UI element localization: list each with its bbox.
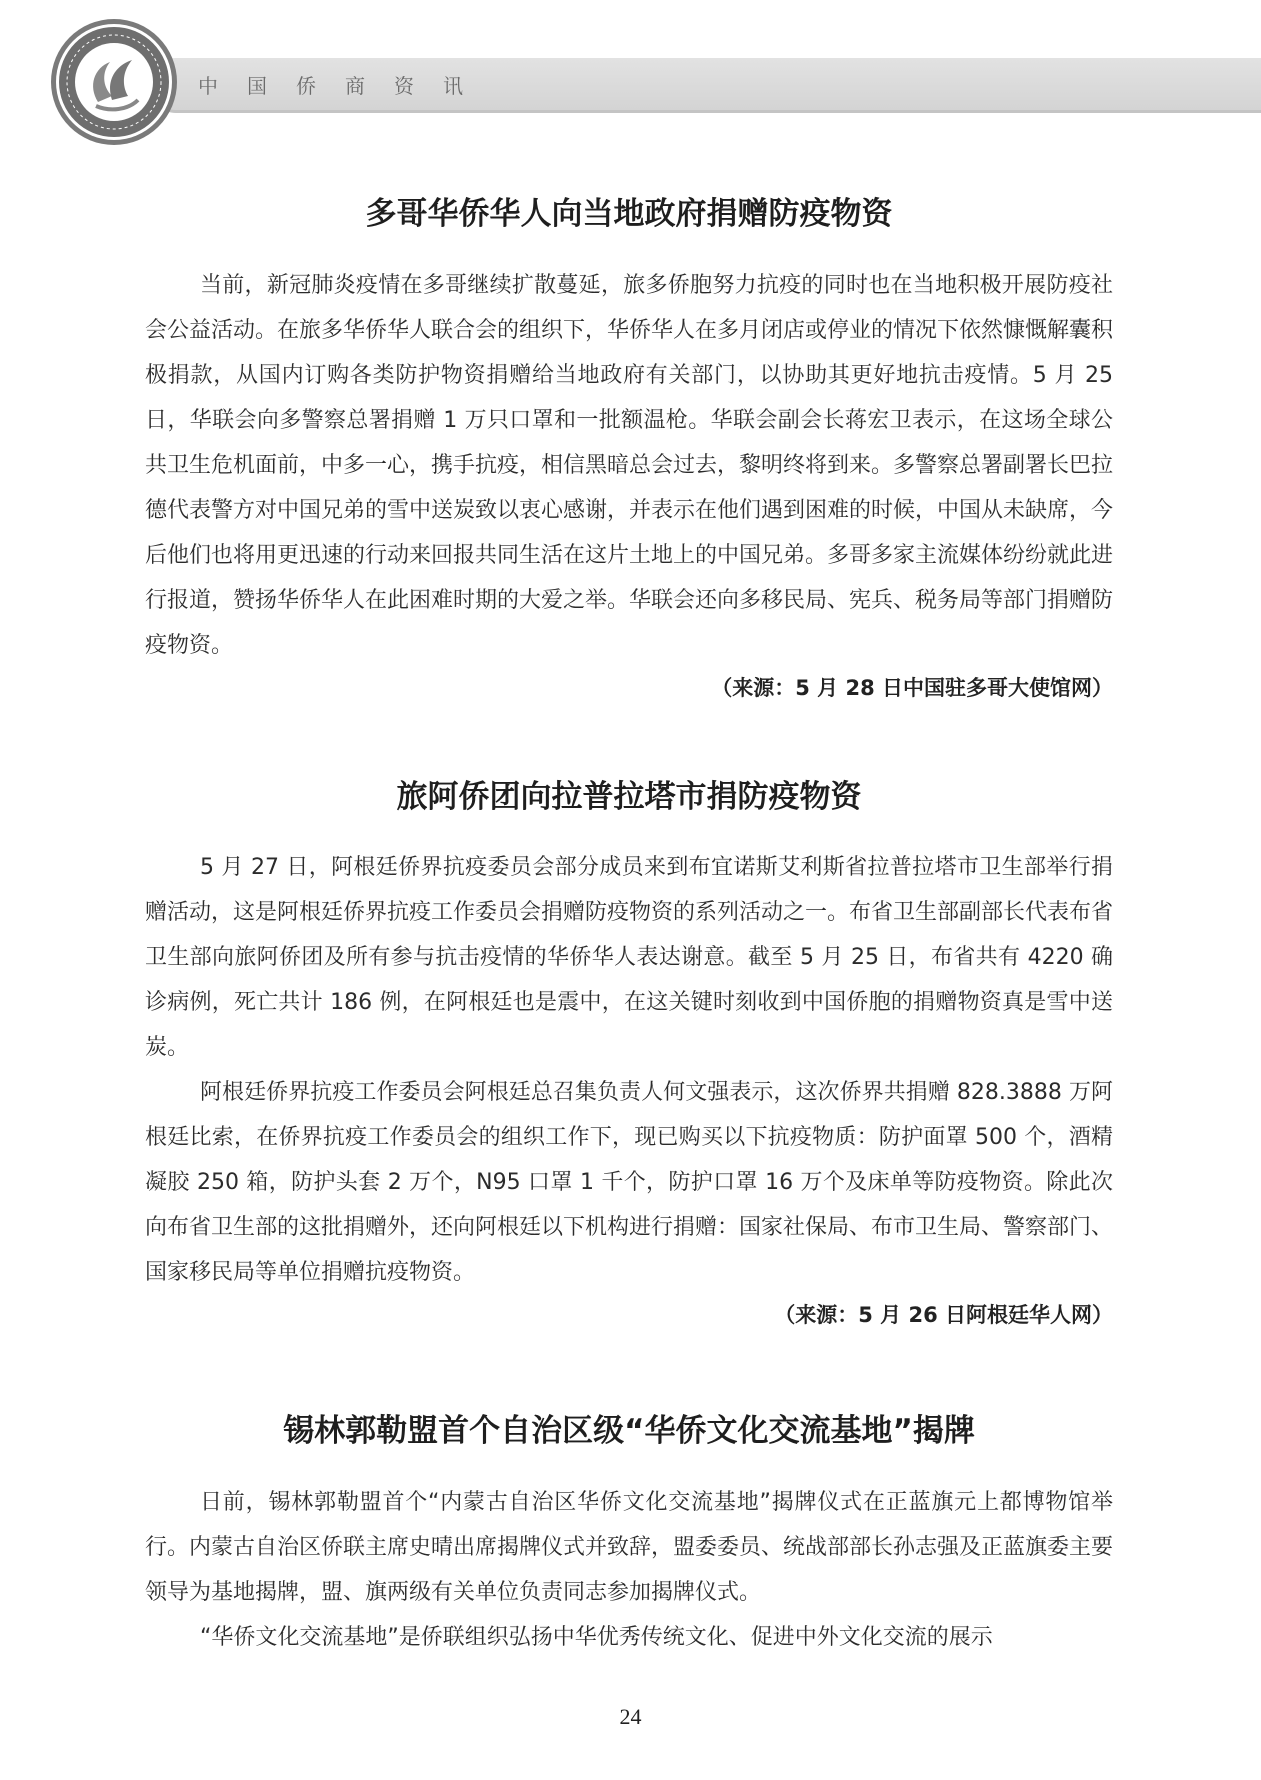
article-paragraph: 当前，新冠肺炎疫情在多哥继续扩散蔓延，旅多侨胞努力抗疫的同时也在当地积极开展防疫社会公益活动。在旅多华侨华人联合会的组织下，华侨华人在多月闭店或停业的情况下依然慷慨解囊积极捐款，从国内订购各类防护物资捐赠给当地政府有关部门，以协助其更好地抗击疫情。5 月 25 日，华联会向多警察总署捐赠 1 万只口罩和一批额温枪。华联会副会长蒋宏卫表示，在这场全球公共卫生危机面前，中多一心，携手抗疫，相信黑暗总会过去，黎明终将到来。多警察总署副署长巴拉德代表警方对中国兄弟的雪中送炭致以衷心感谢，并表示在他们遇到困难的时候，中国从未缺席，今后他们也将用更迅速的行动来回报共同生活在这片土地上的中国兄弟。多哥多家主流媒体纷纷就此进行报道，赞扬华侨华人在此困难时期的大爱之举。华联会还向多移民局、宪兵、税务局等部门捐赠防疫物资。	[145, 273, 1114, 658]
logo	[48, 16, 180, 148]
article-source: （来源：5 月 26 日阿根廷华人网）	[774, 1303, 1113, 1327]
header-title: 中国侨商资讯	[198, 73, 492, 98]
article-title: 旅阿侨团向拉普拉塔市捐防疫物资	[396, 779, 862, 815]
article-paragraph: “华侨文化交流基地”是侨联组织弘扬中华优秀传统文化、促进中外文化交流的展示	[200, 1625, 993, 1650]
logo-emblem-icon	[48, 16, 180, 148]
article-paragraph: 阿根廷侨界抗疫工作委员会阿根廷总召集负责人何文强表示，这次侨界共捐赠 828.3888 万阿根廷比索，在侨界抗疫工作委员会的组织工作下，现已购买以下抗疫物质：防护面罩 500 个，酒精凝胶 250 箱，防护头套 2 万个，N95 口罩 1 千个，防护口罩 16 万个及床单等防疫物资。除此次向布省卫生部的这批捐赠外，还向阿根廷以下机构进行捐赠：国家社保局、布市卫生局、警察部门、国家移民局等单位捐赠抗疫物资。	[145, 1080, 1114, 1285]
article	[145, 192, 1113, 708]
article-source: （来源：5 月 28 日中国驻多哥大使馆网）	[711, 676, 1113, 700]
article	[145, 775, 1113, 1335]
article	[145, 1409, 1113, 1660]
page-number: 24	[619, 1704, 642, 1729]
article-paragraph: 日前，锡林郭勒盟首个“内蒙古自治区华侨文化交流基地”揭牌仪式在正蓝旗元上都博物馆举行。内蒙古自治区侨联主席史晴出席揭牌仪式并致辞，盟委委员、统战部部长孙志强及正蓝旗委主要领导为基地揭牌，盟、旗两级有关单位负责同志参加揭牌仪式。	[145, 1490, 1114, 1605]
article-title: 多哥华侨华人向当地政府捐赠防疫物资	[365, 196, 893, 232]
article-title: 锡林郭勒盟首个自治区级“华侨文化交流基地”揭牌	[283, 1413, 975, 1449]
article-paragraph: 5 月 27 日，阿根廷侨界抗疫委员会部分成员来到布宜诺斯艾利斯省拉普拉塔市卫生部举行捐赠活动，这是阿根廷侨界抗疫工作委员会捐赠防疫物资的系列活动之一。布省卫生部副部长代表布省卫生部向旅阿侨团及所有参与抗击疫情的华侨华人表达谢意。截至 5 月 25 日，布省共有 4220 确诊病例，死亡共计 186 例，在阿根廷也是震中，在这关键时刻收到中国侨胞的捐赠物资真是雪中送炭。	[145, 855, 1114, 1060]
